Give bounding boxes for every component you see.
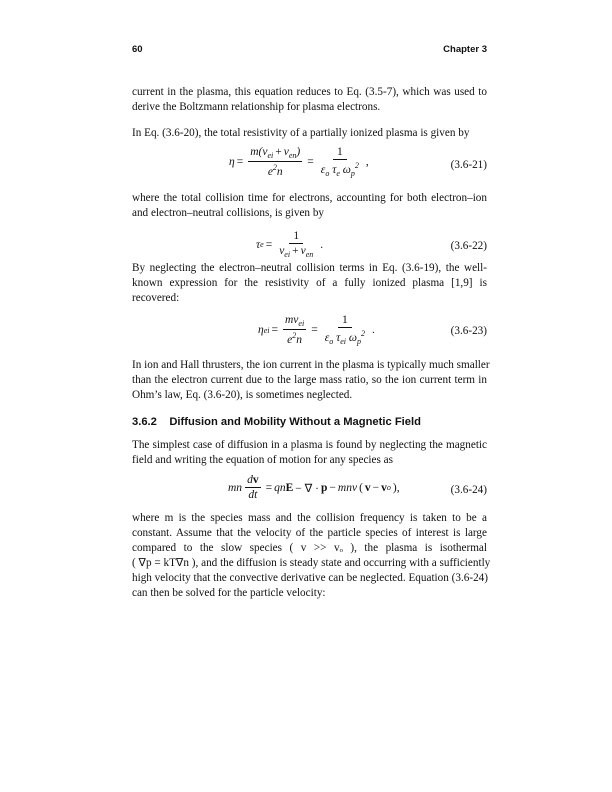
text-line: where m is the species mass and the collision frequency is taken to be a [132, 512, 487, 524]
math-symbol: mn [228, 481, 243, 494]
denominator [277, 244, 315, 259]
math-symbol: ei [340, 337, 347, 346]
math-symbol: en [288, 151, 297, 160]
math-symbol: ω [346, 332, 358, 344]
math-symbol: . [320, 238, 324, 251]
math-symbol: = [265, 481, 273, 494]
math-symbol: η [229, 156, 235, 168]
math-symbol: ) [296, 146, 301, 158]
math-symbol: m(ν [250, 146, 268, 158]
math-symbol: ε [320, 164, 326, 176]
equation-number: (3.6-23) [450, 325, 487, 337]
denominator [246, 488, 259, 501]
text-line: In ion and Hall thrusters, the ion current in the plasma is typically much smaller [132, 359, 490, 371]
math-symbol: E [285, 481, 294, 494]
math-symbol: ei [284, 250, 291, 259]
math-symbol: mnν [337, 481, 358, 494]
math-symbol: . [372, 324, 375, 336]
math-symbol: dt [248, 489, 258, 501]
fraction [277, 230, 315, 259]
math-symbol: − ∇ · [295, 482, 319, 495]
section-heading: 3.6.2 Diffusion and Mobility Without a Magnetic Field [132, 416, 421, 428]
fraction [319, 146, 361, 178]
chapter-title: Chapter 3 [443, 44, 487, 55]
math-symbol: + [275, 146, 282, 158]
math-symbol: 1 [293, 230, 300, 242]
text-line: In Eq. (3.6-20), the total resistivity of a partially ionized plasma is given by [132, 127, 470, 139]
math-symbol: ei [267, 151, 274, 160]
math-symbol: = [265, 238, 273, 251]
math-symbol: ν [279, 245, 285, 257]
math-symbol: = [271, 324, 278, 336]
text-line: derive the Boltzmann relationship for plasma electrons. [132, 101, 381, 113]
math-symbol: ν [300, 245, 306, 257]
text-line: high velocity that the convective derivative can be neglected. Equation (3.6-24) [132, 572, 489, 584]
text-line: known expression for the resistivity of a fully ionized plasma [1,9] is [132, 277, 487, 289]
math-symbol: − [372, 481, 380, 494]
math-symbol: + [292, 245, 299, 257]
math-symbol: 2 [361, 329, 366, 338]
equation-number: (3.6-22) [450, 240, 487, 252]
numerator [283, 314, 306, 330]
math-symbol: e [336, 169, 340, 178]
equation-number: (3.6-21) [450, 159, 487, 171]
paragraph [132, 85, 487, 115]
math-symbol: , [365, 156, 369, 168]
numerator [333, 146, 347, 160]
math-symbol: ei [263, 325, 270, 335]
equation-3-6-24 [132, 474, 487, 508]
numerator [338, 314, 352, 328]
text-line: constant. Assume that the velocity of the particle species of interest is large [132, 527, 487, 539]
math-symbol: e [267, 166, 273, 178]
math-symbol: ε [324, 332, 330, 344]
math-symbol: = [236, 156, 244, 168]
text-line: current in the plasma, this equation reduces to Eq. (3.5-7), which was used to [132, 86, 487, 98]
math-symbol: ), [392, 481, 400, 494]
math-symbol: p [321, 481, 328, 494]
fraction [323, 314, 367, 346]
math-symbol: n [296, 334, 303, 346]
math-symbol: τ [329, 164, 337, 176]
math-symbol: = [307, 156, 314, 168]
numerator [245, 474, 261, 488]
numerator [248, 146, 302, 162]
text-line: than the electron current due to the large mass ratio, so the ion current term in [132, 374, 487, 386]
text-line: and electron–neutral collisions, is given by [132, 207, 325, 219]
paragraph [132, 261, 487, 306]
denominator [266, 162, 285, 178]
math-symbol: n [276, 166, 283, 178]
math-symbol: qn [274, 481, 286, 494]
math-symbol: e [287, 334, 293, 346]
paragraph [132, 511, 491, 601]
denominator [319, 160, 361, 178]
math-symbol: p [357, 337, 362, 346]
paragraph [132, 358, 490, 403]
math-symbol: ω [339, 164, 351, 176]
denominator [323, 328, 367, 346]
math-symbol: 1 [341, 314, 348, 326]
fraction [283, 314, 306, 346]
equation-3-6-23 [132, 314, 487, 352]
math-symbol: v [364, 481, 371, 494]
text-line: recovered: [132, 292, 180, 304]
math-symbol: e [260, 240, 264, 249]
page-number: 60 [132, 44, 143, 55]
math-symbol: − [329, 481, 336, 494]
math-symbol: τ [256, 238, 261, 251]
math-symbol: 2 [272, 163, 277, 172]
math-symbol: o [329, 337, 334, 346]
math-symbol: 2 [292, 331, 297, 340]
math-symbol: τ [333, 332, 341, 344]
text-line: where the total collision time for electrons, accounting for both electron–ion [132, 192, 487, 204]
text-line: Ohm’s law, Eq. (3.6-20), is sometimes neglected. [132, 389, 353, 401]
text-line: compared to the slow species ( v >> vₒ ), the plasma is isothermal [132, 542, 487, 554]
text-line: can then be solved for the particle velocity: [132, 587, 326, 599]
text-line: ( ∇p = kT∇n ), and the diffusion is steady state and occurring with a sufficiently [132, 557, 491, 569]
math-symbol: ν [283, 146, 289, 158]
math-symbol: = [311, 324, 318, 336]
math-symbol: v [252, 474, 259, 486]
numerator [289, 230, 303, 244]
fraction [245, 474, 261, 501]
text-line: By neglecting the electron–neutral collision terms in Eq. (3.6-19), the well- [132, 262, 487, 274]
paragraph [132, 438, 487, 468]
math-symbol: o [325, 169, 330, 178]
text-line: The simplest case of diffusion in a plasma is found by neglecting the magnetic [132, 439, 487, 451]
math-symbol: v [381, 481, 387, 494]
math-symbol: p [350, 169, 355, 178]
equation-number: (3.6-24) [450, 484, 487, 496]
math-symbol: o [386, 483, 391, 492]
denominator [285, 330, 304, 346]
math-symbol: mν [285, 314, 299, 326]
math-symbol: ei [298, 319, 305, 328]
math-symbol: 1 [336, 146, 343, 158]
math-symbol: en [305, 250, 314, 259]
math-symbol: 2 [354, 161, 359, 170]
math-symbol: η [258, 324, 264, 336]
text-line: field and writing the equation of motion for any species as [132, 454, 393, 466]
fraction [248, 146, 302, 178]
math-symbol: ( [359, 481, 363, 494]
paragraph [132, 191, 487, 221]
math-symbol: d [247, 474, 253, 486]
equation-3-6-21 [132, 146, 487, 186]
paragraph [132, 126, 487, 141]
